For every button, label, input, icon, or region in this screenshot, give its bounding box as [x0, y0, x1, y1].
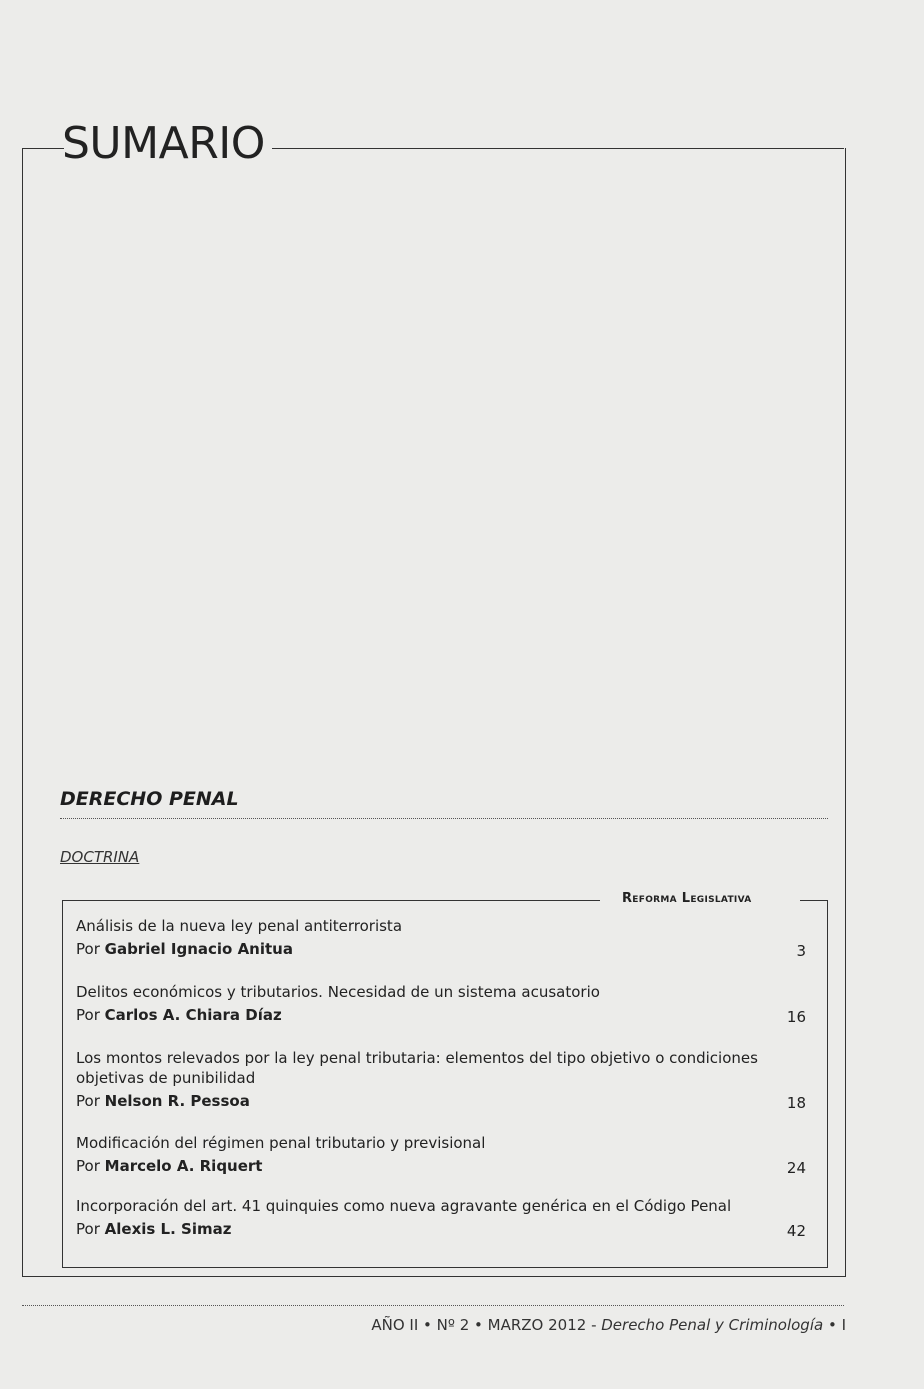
entry-author: Carlos A. Chiara Díaz: [104, 1006, 282, 1024]
toc-entry[interactable]: [76, 1133, 816, 1177]
section-title: DERECHO PENAL: [60, 788, 239, 810]
footer-journal: Derecho Penal y Criminología: [601, 1316, 824, 1334]
box-label: Reforma Legislativa: [622, 891, 752, 906]
entry-author-line: [76, 1155, 816, 1177]
entry-author: Alexis L. Simaz: [104, 1220, 232, 1238]
entry-by: Por: [76, 1006, 100, 1024]
entry-author-line: [76, 1090, 816, 1112]
toc-entry[interactable]: [76, 1048, 816, 1112]
toc-entry[interactable]: [76, 1196, 816, 1240]
entry-title: Los montos relevados por la ley penal tributaria: elementos del tipo objetivo o condiciones objetivas de punibilidad: [76, 1049, 758, 1087]
entry-by: Por: [76, 1157, 100, 1175]
entry-author: Marcelo A. Riquert: [104, 1157, 263, 1175]
footer-divider: [22, 1305, 844, 1306]
entry-title: Modificación del régimen penal tributario y previsional: [76, 1134, 486, 1152]
toc-entry[interactable]: [76, 982, 816, 1026]
entry-page: 16: [786, 1008, 806, 1026]
subsection-title: DOCTRINA: [60, 848, 140, 866]
toc-entry[interactable]: [76, 916, 816, 960]
entry-title: Delitos económicos y tributarios. Necesidad de un sistema acusatorio: [76, 983, 600, 1001]
footer-issue: AÑO II • Nº 2 • MARZO 2012 -: [371, 1316, 602, 1334]
entry-page: 24: [786, 1159, 806, 1177]
entry-by: Por: [76, 1092, 100, 1110]
entry-by: Por: [76, 1220, 100, 1238]
entry-page: 18: [786, 1094, 806, 1112]
entry-page: 3: [796, 942, 806, 960]
entry-author: Gabriel Ignacio Anitua: [104, 940, 293, 958]
entry-author: Nelson R. Pessoa: [104, 1092, 250, 1110]
entry-author-line: [76, 938, 816, 960]
entry-author-line: [76, 1004, 816, 1026]
entry-title: Análisis de la nueva ley penal antiterrorista: [76, 917, 403, 935]
section-divider: [60, 818, 828, 819]
footer-page-number: • I: [823, 1316, 846, 1334]
page-footer: [371, 1316, 846, 1334]
entry-page: 42: [786, 1222, 806, 1240]
entry-by: Por: [76, 940, 100, 958]
entry-title: Incorporación del art. 41 quinquies como nueva agravante genérica en el Código Penal: [76, 1197, 732, 1215]
entry-author-line: [76, 1218, 816, 1240]
page-title: SUMARIO: [62, 118, 265, 169]
